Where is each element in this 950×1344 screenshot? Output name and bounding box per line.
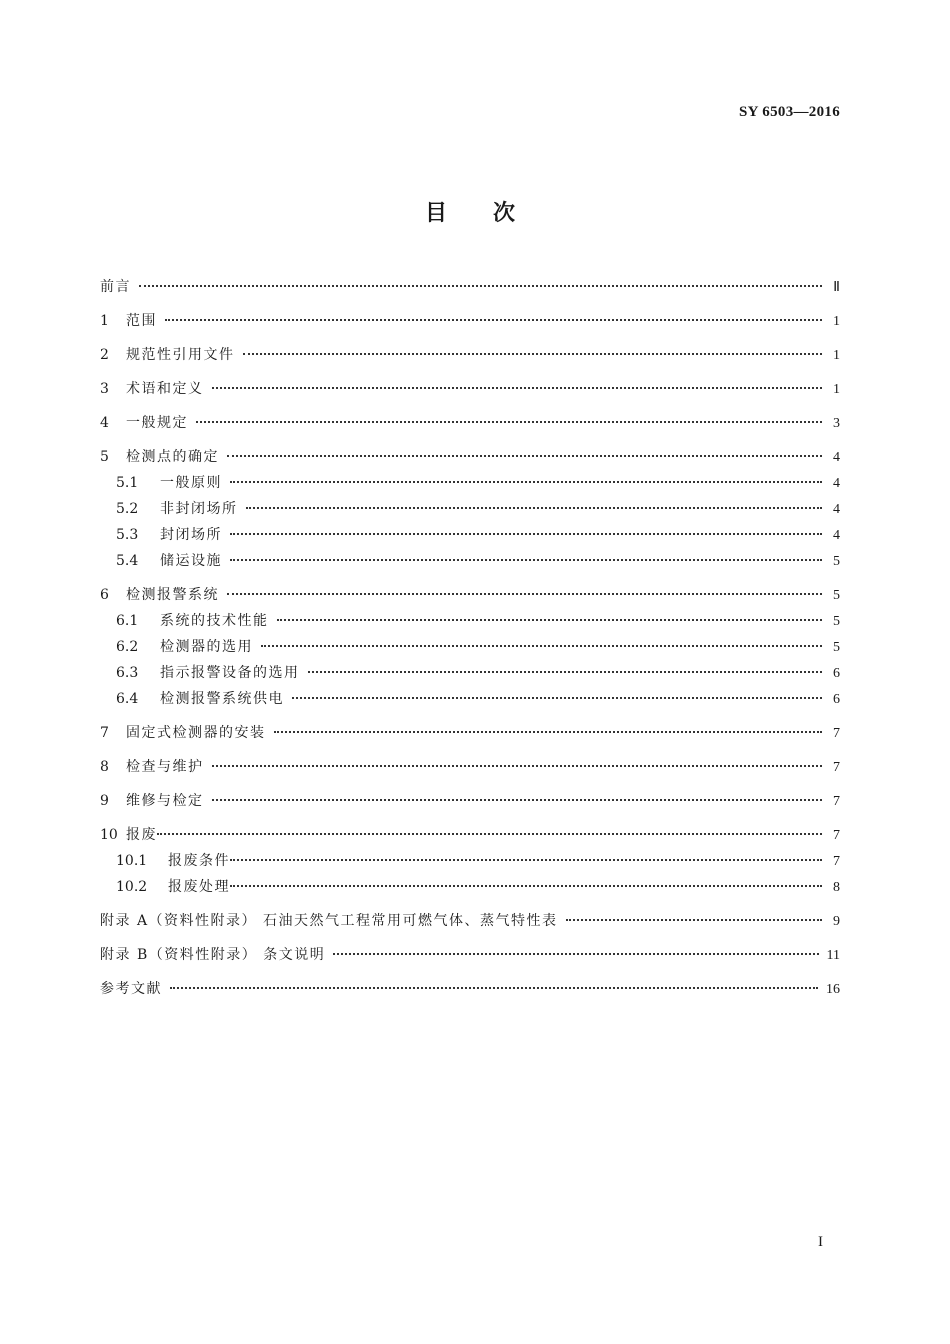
toc-entry-page: Ⅱ — [833, 280, 840, 295]
toc-entry[interactable] — [100, 500, 840, 519]
toc-entry-number: 6.4 — [116, 691, 139, 707]
toc-dot-leader — [227, 455, 822, 457]
toc-entry-page: 7 — [833, 854, 840, 869]
toc-entry-number: 4 — [100, 415, 109, 431]
page-title: 目次 — [424, 201, 561, 226]
toc-dot-leader — [243, 353, 823, 355]
toc-entry[interactable] — [100, 852, 840, 871]
toc-entry-page: 6 — [833, 692, 840, 707]
toc-dot-leader — [157, 833, 822, 835]
toc-entry-label: 检测点的确定 — [126, 449, 219, 465]
toc-entry-page: 4 — [833, 450, 840, 465]
toc-entry[interactable] — [100, 826, 840, 845]
toc-dot-leader — [212, 765, 823, 767]
toc-dot-leader — [274, 731, 823, 733]
toc-entry-number: 10.1 — [116, 853, 148, 869]
toc-entry[interactable] — [100, 792, 840, 811]
toc-entry[interactable] — [100, 980, 840, 999]
toc-dot-leader — [230, 859, 822, 861]
toc-entry-page: 8 — [833, 880, 840, 895]
toc-entry-label: 附录 B（资料性附录） 条文说明 — [100, 947, 326, 963]
toc-entry-number: 6 — [100, 587, 109, 603]
toc-entry-label: 附录 A（资料性附录） 石油天然气工程常用可燃气体、蒸气特性表 — [100, 913, 558, 929]
toc-entry-number: 7 — [100, 725, 109, 741]
toc-entry[interactable] — [100, 638, 840, 657]
toc-dot-leader — [230, 533, 822, 535]
toc-entry-number: 5.2 — [116, 501, 139, 517]
toc-entry-label: 封闭场所 — [160, 527, 222, 543]
toc-entry-label: 检查与维护 — [126, 759, 204, 775]
toc-dot-leader — [230, 559, 822, 561]
toc-entry-label: 检测报警系统 — [126, 587, 219, 603]
toc-entry[interactable] — [100, 586, 840, 605]
toc-dot-leader — [230, 481, 822, 483]
toc-entry-label: 前言 — [100, 279, 131, 295]
toc-dot-leader — [139, 285, 822, 287]
toc-dot-leader — [308, 671, 823, 673]
toc-entry-number: 6.2 — [116, 639, 139, 655]
toc-entry-page: 5 — [833, 640, 840, 655]
toc-dot-leader — [196, 421, 822, 423]
toc-entry-number: 6.1 — [116, 613, 139, 629]
toc-entry[interactable] — [100, 612, 840, 631]
toc-entry[interactable] — [100, 690, 840, 709]
toc-entry[interactable] — [100, 758, 840, 777]
toc-entry-number: 2 — [100, 347, 109, 363]
toc-dot-leader — [333, 953, 818, 955]
toc-entry[interactable] — [100, 278, 840, 297]
toc-entry-page: 5 — [833, 614, 840, 629]
toc-entry-page: 4 — [833, 502, 840, 517]
toc-entry[interactable] — [100, 724, 840, 743]
toc-entry[interactable] — [100, 380, 840, 399]
toc-entry-page: 7 — [833, 794, 840, 809]
toc-entry-label: 维修与检定 — [126, 793, 204, 809]
toc-entry-page: 1 — [833, 348, 840, 363]
toc-entry[interactable] — [100, 946, 840, 965]
toc-dot-leader — [170, 987, 818, 989]
toc-dot-leader — [230, 885, 822, 887]
toc-entry-label: 报废处理 — [168, 879, 230, 895]
toc-entry-number: 1 — [100, 313, 109, 329]
toc-entry-number: 8 — [100, 759, 109, 775]
toc-entry-page: 4 — [833, 528, 840, 543]
toc-entry-page: 7 — [833, 828, 840, 843]
toc-entry-page: 3 — [833, 416, 840, 431]
toc-entry[interactable] — [100, 664, 840, 683]
toc-entry[interactable] — [100, 474, 840, 493]
toc-entry-number: 10 — [100, 827, 118, 843]
toc-entry-label: 指示报警设备的选用 — [160, 665, 300, 681]
toc-entry[interactable] — [100, 526, 840, 545]
toc-entry-label: 报废条件 — [168, 853, 230, 869]
toc-dot-leader — [261, 645, 822, 647]
toc-dot-leader — [246, 507, 823, 509]
toc-dot-leader — [165, 319, 822, 321]
toc-entry-label: 储运设施 — [160, 553, 222, 569]
toc-entry-page: 16 — [826, 982, 840, 997]
toc-entry-number: 10.2 — [116, 879, 148, 895]
toc-entry-number: 5.3 — [116, 527, 139, 543]
toc-entry-number: 6.3 — [116, 665, 139, 681]
toc-entry[interactable] — [100, 552, 840, 571]
page-number: I — [818, 1234, 823, 1250]
toc-entry-label: 参考文献 — [100, 981, 162, 997]
toc-entry-label: 固定式检测器的安装 — [126, 725, 266, 741]
toc-dot-leader — [292, 697, 822, 699]
toc-entry-page: 5 — [833, 554, 840, 569]
toc-entry[interactable] — [100, 878, 840, 897]
table-of-contents — [100, 278, 840, 999]
toc-entry-page: 1 — [833, 314, 840, 329]
toc-entry-page: 1 — [833, 382, 840, 397]
toc-entry-label: 检测报警系统供电 — [160, 691, 284, 707]
toc-entry-label: 一般规定 — [126, 415, 188, 431]
toc-entry-page: 7 — [833, 760, 840, 775]
toc-entry-label: 术语和定义 — [126, 381, 204, 397]
toc-entry-label: 非封闭场所 — [160, 501, 238, 517]
toc-entry-label: 检测器的选用 — [160, 639, 253, 655]
toc-entry-page: 4 — [833, 476, 840, 491]
toc-entry[interactable] — [100, 448, 840, 467]
toc-entry-label: 报废 — [126, 827, 157, 843]
toc-entry-number: 5.4 — [116, 553, 139, 569]
toc-dot-leader — [277, 619, 823, 621]
toc-entry-number: 5 — [100, 449, 109, 465]
toc-entry-number: 9 — [100, 793, 109, 809]
toc-entry-label: 系统的技术性能 — [160, 613, 269, 629]
toc-entry-number: 3 — [100, 381, 109, 397]
toc-entry-page: 9 — [833, 914, 840, 929]
toc-entry-page: 5 — [833, 588, 840, 603]
toc-dot-leader — [227, 593, 822, 595]
toc-entry-page: 7 — [833, 726, 840, 741]
toc-entry[interactable] — [100, 414, 840, 433]
toc-entry-label: 范围 — [126, 313, 157, 329]
toc-dot-leader — [212, 799, 823, 801]
toc-entry-page: 6 — [833, 666, 840, 681]
toc-entry[interactable] — [100, 912, 840, 931]
toc-dot-leader — [212, 387, 823, 389]
toc-dot-leader — [566, 919, 822, 921]
toc-entry-label: 一般原则 — [160, 475, 222, 491]
toc-entry[interactable] — [100, 312, 840, 331]
toc-entry-page: 11 — [826, 948, 840, 963]
toc-entry-label: 规范性引用文件 — [126, 347, 235, 363]
toc-entry-number: 5.1 — [116, 475, 139, 491]
standard-code: SY 6503—2016 — [739, 104, 840, 120]
toc-entry[interactable] — [100, 346, 840, 365]
